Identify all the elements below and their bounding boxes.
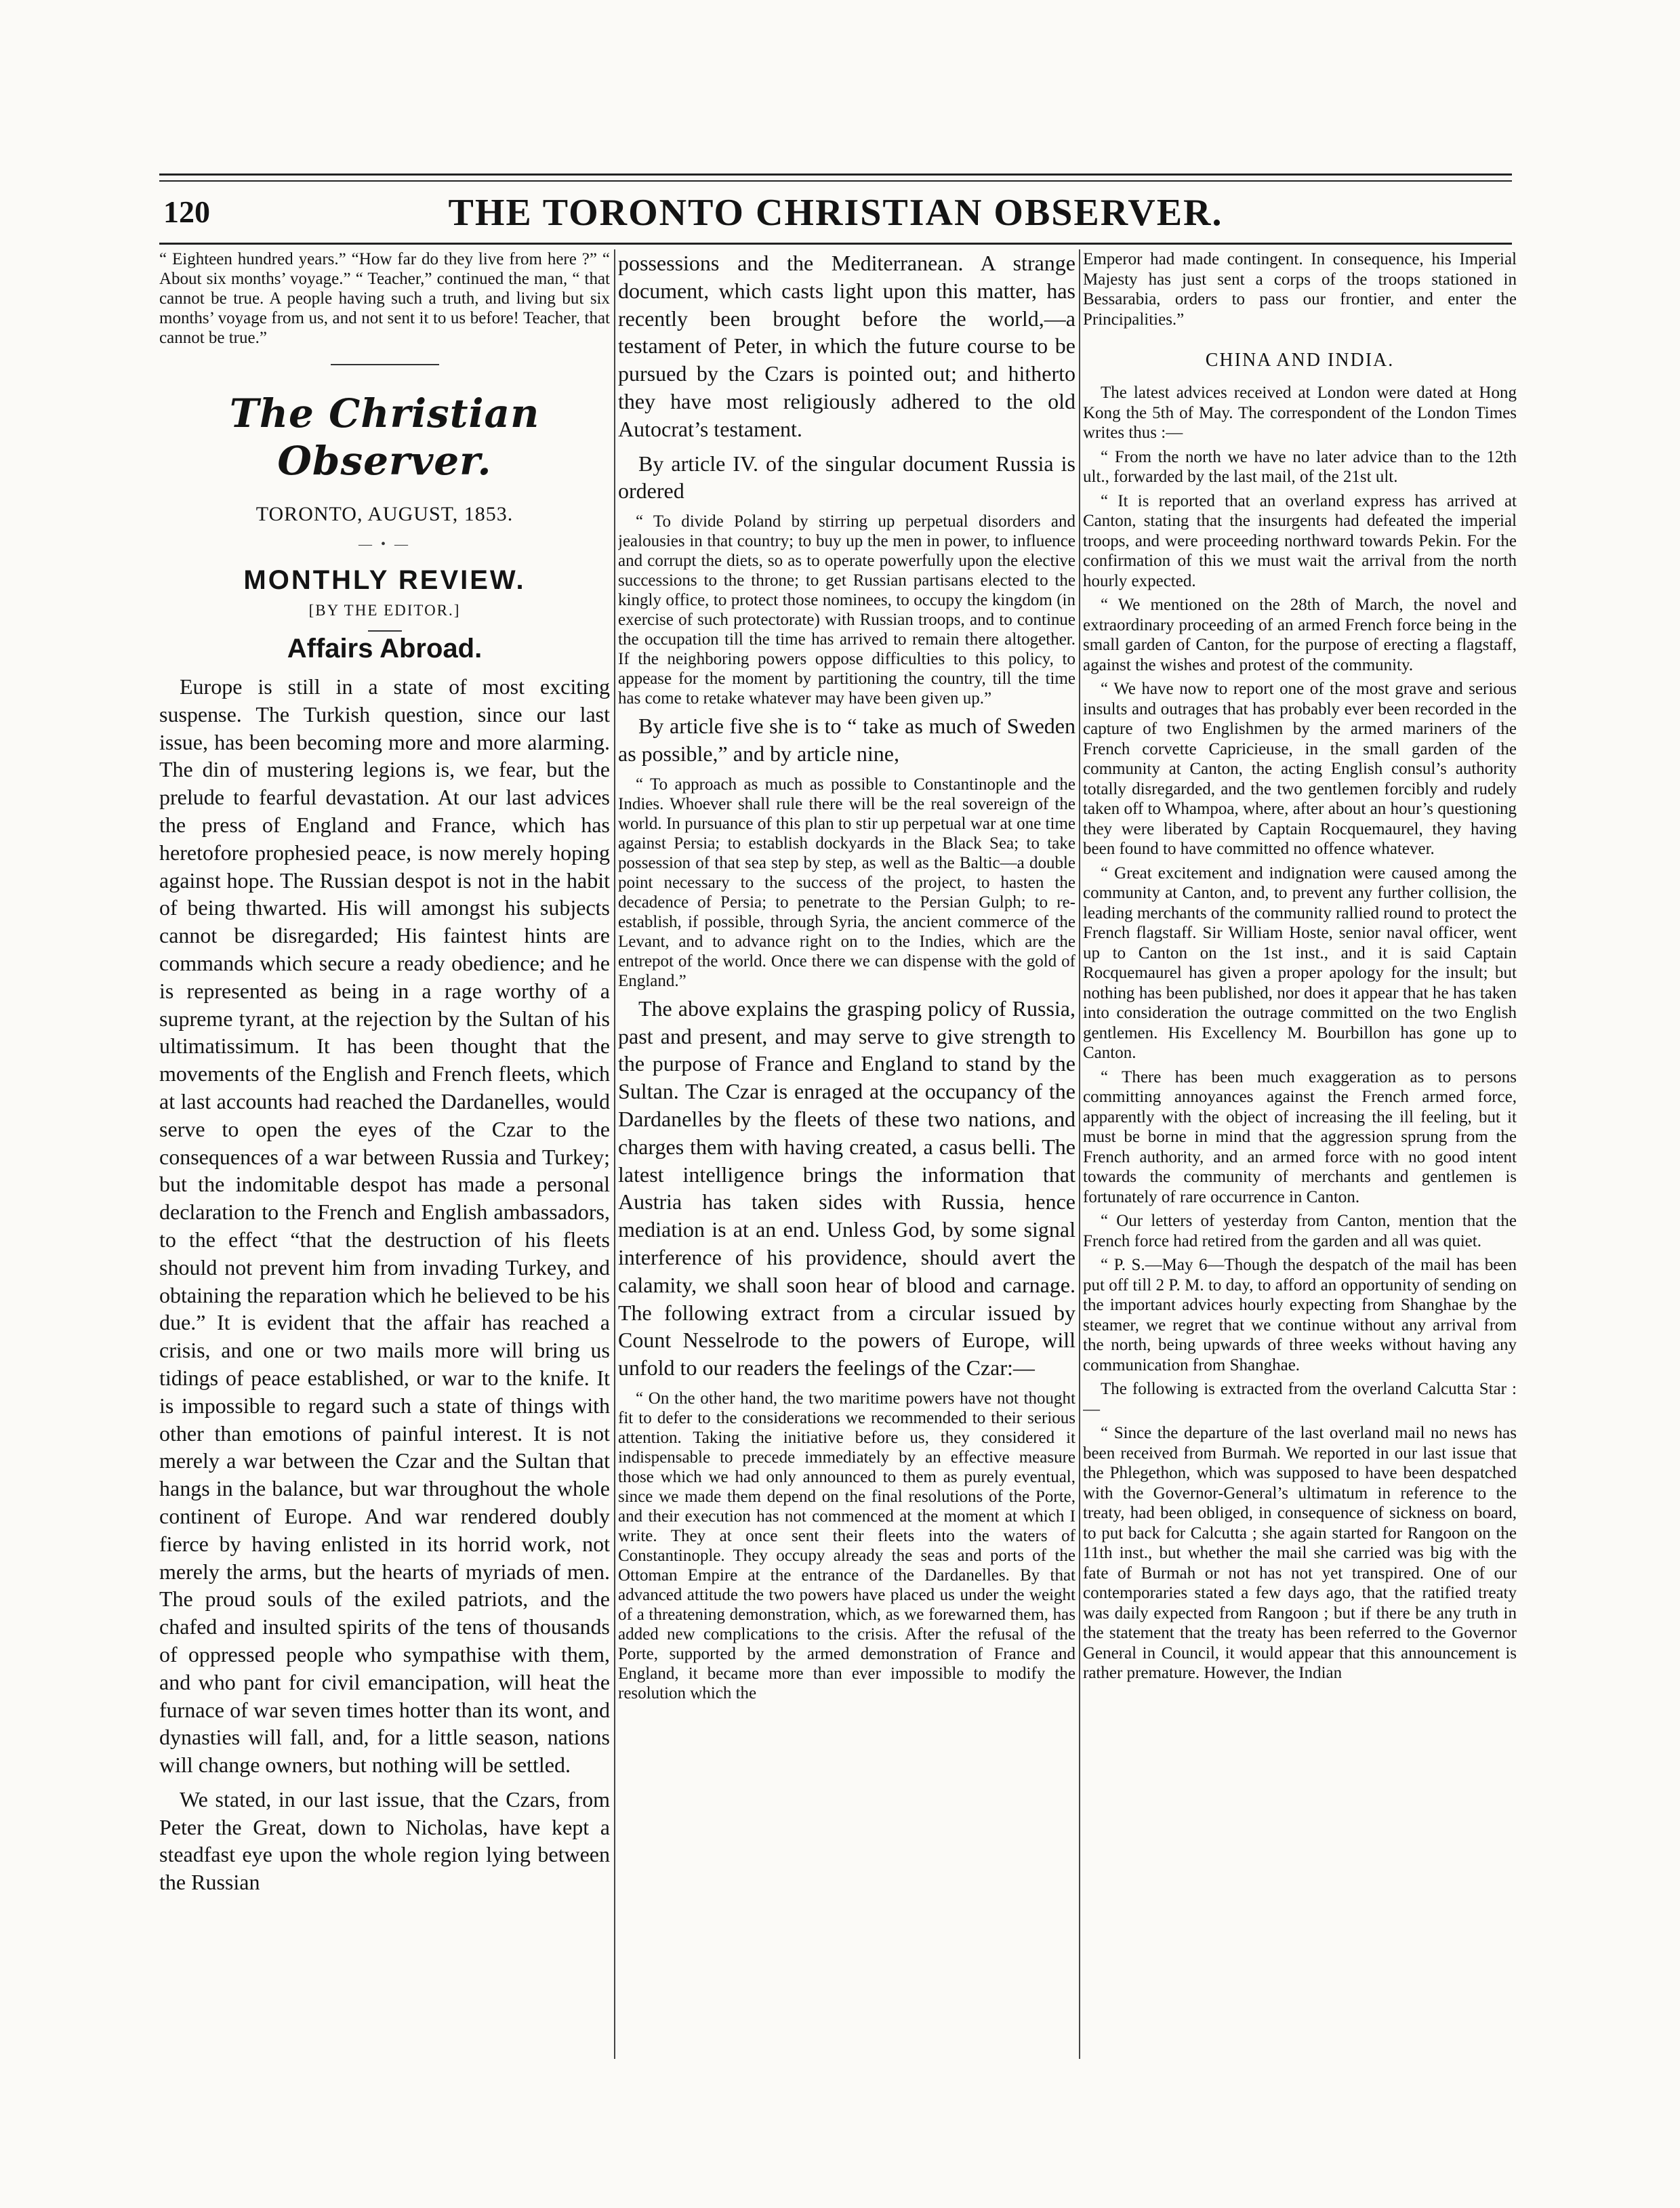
article-paragraph: “ Eighteen hundred years.” “How far do they live from here ?” “ About six months’ voyage.” “ Teacher,” continued the man, “ that cannot be true. A people having such a truth, and living but six months’ voyage from us, and not sent it to us before! Teacher, that cannot be true.” (159, 250, 610, 347)
quoted-paragraph: “ To divide Poland by stirring up perpetual disorders and jealousies in that country; to buy up the men in power, to influence and corrupt the diets, so as to operate powerfully upon the elective successions to the throne; to get Russian partisans elected to the kingly office, to protect those nominees, to occupy the kingdom (in exercise of such protectorate) with Russian troops, and to continue the occupation till the time has arrived to remain there altogether. If the neighboring powers oppose difficulties to this policy, to appease for the moment by partitioning the country, till the time has come to retake whatever may have been given up.” (618, 512, 1075, 708)
quoted-paragraph: “ From the north we have no later advice than to the 12th ult., forwarded by the last mail, of the 21st ult. (1083, 447, 1517, 487)
ornament-divider: — • — (358, 537, 411, 552)
byline: [BY THE EDITOR.] (308, 601, 461, 619)
article-paragraph: possessions and the Mediterranean. A strange document, which casts light upon this matter, has recently been brought before the world,—a testament of Peter, in which the future course to be pursued by the Czars is pointed out; and hitherto they have most religiously adhered to the old Autocrat’s testament. (618, 251, 1075, 441)
article-paragraph: Europe is still in a state of most exciting suspense. The Turkish question, since our last issue, has been becoming more and more alarming. The din of mustering legions is, we fear, but the prelude to fearful devastation. At our last advices the press of England and France, which has heretofore prophesied peace, is now merely hoping against hope. The Russian despot is not in the habit of being thwarted. His will amongst his subjects cannot be disregarded; His faintest hints are commands which secure a ready obedience; and he is represented as being in a rage worthy of a supreme tyrant, at the rejection by the Sultan of his ultimatissimum. It has been thought that the movements of the English and French fleets, which at last accounts had reached the Dardanelles, would serve to open the eyes of the Czar to the consequences of a war between Russia and Turkey; but the indomitable despot has made a personal declaration to the French and English ambassadors, to the effect “that the destruction of his fleets should not prevent him from invading Turkey, and obtaining the reparation which he believed to be his due.” It is evident that the affair has reached a crisis, and one or two mails more will bring us tidings of peace established, or war to the knife. It is impossible to regard such a state of things with other than emotions of painful interest. It is not merely a war between the Czar and the Sultan that hangs in the balance, but war throughout the whole continent of Europe. And war rendered doubly fierce by having enlisted in its horrid work, not merely the arms, but the hearts of myriads of men. The proud souls of the exiled patriots, and the chafed and insulted spirits of the tens of thousands of oppressed people who sympathise with them, and who pant for civil emancipation, will heat the furnace of war seven times hotter than its wont, and dynasties will fall, and, for a little season, nations will change owners, but nothing will be settled. (159, 674, 610, 1778)
column-right (1083, 249, 1517, 2066)
quoted-paragraph: “ There has been much exaggeration as to persons committing annoyances against the French armed force, apparently with the object of increasing the ill feeling, but it must be borne in mind that the aggression sprung from the French authority, and an armed force with no good intent towards the community of merchants and gentlemen is fortunately of rare occurrence in Canton. (1083, 1067, 1517, 1206)
quoted-paragraph: “ Since the departure of the last overland mail no news has been received from Burmah. We reported in our last issue that the Phlegethon, which was supposed to have been despatched with the Governor-General’s ultimatum in reference to the treaty, had been obliged, in consequence of sickness on board, to put back for Calcutta ; she again started for Rangoon on the 11th inst., but whether the mail she carried was big with the fate of Burmah or not has not yet transpired. One of our contemporaries stated a few days ago, that the ratified treaty was daily expected from Rangoon ; but if there be any truth in the statement that the treaty has been referred to the Governor General in Council, it would appear that this announcement is rather premature. However, the Indian (1083, 1424, 1517, 1683)
header-rule (159, 243, 1512, 245)
column-divider (614, 249, 615, 2059)
section-heading: MONTHLY REVIEW. (243, 565, 526, 596)
column-middle (618, 249, 1075, 2066)
quoted-paragraph: “ It is reported that an overland express has arrived at Canton, stating that the insurgents had defeated the imperial troops, and were proceeding northward towards Pekin. For the confirmation of this we must wait the arrival from the north hourly expected. (1083, 491, 1517, 590)
quoted-paragraph: “ Our letters of yesterday from Canton, mention that the French force had retired from the garden and all was quiet. (1083, 1212, 1517, 1250)
article-paragraph: The latest advices received at London were dated at Hong Kong the 5th of May. The correspondent of the London Times writes thus :— (1083, 384, 1517, 443)
article-paragraph: Emperor had made contingent. In consequence, his Imperial Majesty has just sent a corps of the troops stationed in Bessarabia, orders to pass our frontier, and enter the Principalities.” (1083, 250, 1517, 329)
article-paragraph: The following is extracted from the overland Calcutta Star :— (1083, 1380, 1517, 1418)
divider (331, 364, 439, 365)
article-paragraph: By article IV. of the singular document Russia is ordered (618, 451, 1075, 504)
quoted-paragraph: “ Great excitement and indignation were caused among the community at Canton, and, to prevent any further collision, the leading merchants of the community rallied round to protect the French flagstaff. Sir William Hoste, senior naval officer, went up to Canton on the 1st inst., and it is said Captain Rocquemaurel has given a proper apology for the insult; but nothing has been published, nor does it appear that he has taken into consideration the outrage committed on the two English gentlemen. His Excellency M. Bourbillon has gone up to Canton. (1083, 863, 1517, 1063)
page-number: 120 (163, 195, 210, 229)
quoted-paragraph: “ We have now to report one of the most grave and serious insults and outrages that has probably ever been recorded in the capture of two Englishmen by the armed mariners of the French corvette Capricieuse, in the small garden of the community at Canton, the acting English consul’s authority totally disregarded, and the two gentlemen forcibly and rudely taken off to Whampoa, where, after about an hour’s questioning they were liberated by Captain Rocquemaurel, they having been found to have committed no offence whatever. (1083, 680, 1517, 859)
subheading: Affairs Abroad. (287, 633, 483, 663)
article-paragraph: By article five she is to “ take as much of Sweden as possible,” and by article nine, (618, 714, 1075, 766)
quoted-paragraph: “ P. S.—May 6—Though the despatch of the mail has been put off till 2 P. M. to day, to afford an opportunity of sending on the important advices hourly expecting from Shanghae by the steamer, we regret that we continue without any arrival from the north, being upwards of three weeks without having any communication from Shanghae. (1083, 1256, 1517, 1374)
article-paragraph: The above explains the grasping policy of Russia, past and present, and may serve to give strength to the purpose of France and England to stand by the Sultan. The Czar is enraged at the occupancy of the Dardanelles by the fleets of these two nations, and charges them with having created, a casus belli. The latest intelligence brings the information that Austria has taken sides with Russia, hence mediation is at an end. Unless God, by some signal interference of his providence, should avert the calamity, we shall soon hear of blood and carnage. The following extract from a circular issued by Count Nesselrode to the powers of Europe, will unfold to our readers the feelings of the Czar:— (618, 996, 1075, 1381)
divider (368, 630, 402, 632)
column-left (159, 249, 610, 2066)
page-header (159, 191, 1512, 239)
section-heading: CHINA AND INDIA. (1205, 350, 1395, 371)
quoted-paragraph: “ On the other hand, the two maritime powers have not thought fit to defer to the considerations we recommended to their serious attention. Taking the initiative before us, they considered it indispensable to precede immediately by an effective measure those which we had only announced to them as purely eventual, since we made them depend on the final resolutions of the Porte, and their execution has not commenced at the moment at which I write. They at once sent their fleets into the waters of Constantinople. They occupy already the seas and ports of the Ottoman Empire at the entrance of the Dardanelles. By that advanced attitude the two powers have placed us under the weight of a threatening demonstration, which, as we forewarned them, has added new complications to the crisis. After the refusal of the Porte, supported by the armed demonstration of France and England, it became more than ever impossible to modify the resolution which the (618, 1389, 1075, 1702)
quoted-paragraph: “ To approach as much as possible to Constantinople and the Indies. Whoever shall rule there will be the real sovereign of the world. In pursuance of this plan to stir up perpetual war at one time against Persia; to establish dockyards in the Black Sea; to take possession of that sea step by step, as well as the Baltic—a double point necessary to the success of the project, to hasten the decadence of Persia; to penetrate to the Persian Gulph; to re-establish, if possible, through Syria, the ancient commerce of the Levant, and to advance right on to the Indies, which are the entrepot of the world. Once there we can dispense with the gold of England.” (618, 775, 1075, 990)
top-double-rule (159, 173, 1512, 182)
masthead-title: THE TORONTO CHRISTIAN OBSERVER. (448, 192, 1223, 234)
column-divider (1079, 249, 1080, 2059)
dateline: TORONTO, AUGUST, 1853. (255, 503, 514, 525)
article-paragraph: We stated, in our last issue, that the Czars, from Peter the Great, down to Nicholas, have kept a steadfast eye upon the whole region lying between the Russian (159, 1786, 610, 1895)
quoted-paragraph: “ We mentioned on the 28th of March, the novel and extraordinary proceeding of an armed French force being in the small garden of Canton, for the purpose of erecting a flagstaff, against the wishes and protest of the community. (1083, 596, 1517, 674)
paper-title: The Christian Observer. (229, 390, 540, 484)
